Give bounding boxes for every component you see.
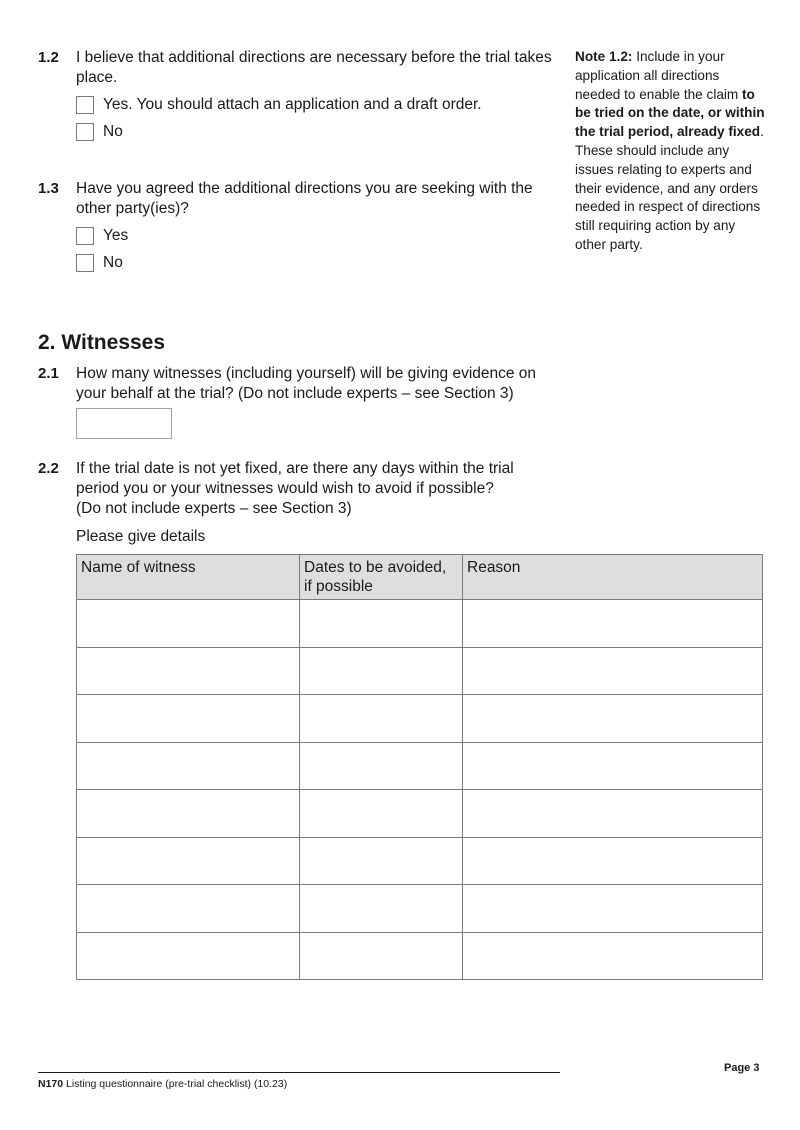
option-1-3-no[interactable] xyxy=(76,253,123,273)
details-label: Please give details xyxy=(76,528,206,545)
table-row xyxy=(77,932,763,980)
dates-avoided-cell[interactable] xyxy=(300,647,463,695)
page-number: Page 3 xyxy=(724,1062,760,1074)
checkbox-1-3-no[interactable] xyxy=(76,254,94,272)
witness-name-cell[interactable] xyxy=(77,932,300,980)
reason-cell[interactable] xyxy=(463,932,763,980)
reason-cell[interactable] xyxy=(463,837,763,885)
footer-form-title: Listing questionnaire (pre-trial checklist) (10.23) xyxy=(63,1078,288,1090)
header-dates-to-avoid: Dates to be avoided, if possible xyxy=(300,555,463,600)
table-row xyxy=(77,647,763,695)
witness-name-cell[interactable] xyxy=(77,885,300,933)
question-text-2-2 xyxy=(76,459,546,519)
option-label: No xyxy=(103,123,123,140)
checkbox-1-2-no[interactable] xyxy=(76,123,94,141)
question-text-2-1: How many witnesses (including yourself) will be giving evidence on your behalf at the trial? (Do not include experts – see Section 3) xyxy=(76,365,537,402)
option-1-2-no[interactable] xyxy=(76,122,123,142)
checkbox-1-3-yes[interactable] xyxy=(76,227,94,245)
checkbox-1-2-yes[interactable] xyxy=(76,96,94,114)
question-number-2-2: 2.2 xyxy=(38,460,59,477)
table-header-row xyxy=(77,555,763,600)
note-bold: to be tried on the date, or within the trial period, already fixed xyxy=(575,86,765,140)
footer-form-code: N170 xyxy=(38,1078,64,1090)
reason-cell[interactable] xyxy=(463,742,763,790)
dates-avoided-cell[interactable] xyxy=(300,932,463,980)
option-1-3-yes[interactable] xyxy=(76,226,128,246)
question-text-1-3: Have you agreed the additional directions you are seeking with the other party(ies)? xyxy=(76,180,533,217)
table-row xyxy=(77,885,763,933)
table-row xyxy=(77,695,763,743)
option-label: Yes. You should attach an application and a draft order. xyxy=(103,96,482,113)
reason-cell[interactable] xyxy=(463,600,763,648)
reason-cell[interactable] xyxy=(463,695,763,743)
question-text-2-2-line1: If the trial date is not yet fixed, are there any days within the trial period you or your witnesses would wish to avoid if possible? xyxy=(76,460,514,497)
dates-avoided-cell[interactable] xyxy=(300,837,463,885)
note-text-2: . These should include any issues relating to experts and their evidence, and any orders needed in respect of directions still requiring action by any other party. xyxy=(575,124,764,252)
question-number-1-2: 1.2 xyxy=(38,49,59,66)
question-text-2-2-line2: (Do not include experts – see Section 3) xyxy=(76,500,352,517)
reason-cell[interactable] xyxy=(463,790,763,838)
note-text-1: Include in your application all directions needed to enable the claim xyxy=(575,49,743,102)
witness-name-cell[interactable] xyxy=(77,695,300,743)
dates-avoided-cell[interactable] xyxy=(300,885,463,933)
question-text-1-2: I believe that additional directions are necessary before the trial takes place. xyxy=(76,49,552,86)
dates-avoided-cell[interactable] xyxy=(300,790,463,838)
witness-name-cell[interactable] xyxy=(77,647,300,695)
table-row xyxy=(77,790,763,838)
note-1-2 xyxy=(575,48,765,255)
note-label: Note 1.2: xyxy=(575,49,633,64)
dates-avoided-cell[interactable] xyxy=(300,600,463,648)
witness-name-cell[interactable] xyxy=(77,790,300,838)
witness-name-cell[interactable] xyxy=(77,837,300,885)
dates-avoided-cell[interactable] xyxy=(300,742,463,790)
footer-divider xyxy=(38,1072,560,1073)
option-1-2-yes[interactable] xyxy=(76,95,482,115)
witness-count-input[interactable] xyxy=(76,408,172,439)
footer-form-info xyxy=(38,1078,287,1090)
option-label: No xyxy=(103,254,123,271)
reason-cell[interactable] xyxy=(463,647,763,695)
reason-cell[interactable] xyxy=(463,885,763,933)
header-reason: Reason xyxy=(463,555,763,600)
question-number-2-1: 2.1 xyxy=(38,365,59,382)
dates-avoided-cell[interactable] xyxy=(300,695,463,743)
witness-table xyxy=(76,554,763,980)
table-row xyxy=(77,600,763,648)
option-label: Yes xyxy=(103,227,129,244)
witness-name-cell[interactable] xyxy=(77,600,300,648)
witness-name-cell[interactable] xyxy=(77,742,300,790)
table-row xyxy=(77,837,763,885)
table-row xyxy=(77,742,763,790)
question-number-1-3: 1.3 xyxy=(38,180,59,197)
section-title-witnesses: 2. Witnesses xyxy=(38,331,166,354)
header-name-of-witness: Name of witness xyxy=(77,555,300,600)
